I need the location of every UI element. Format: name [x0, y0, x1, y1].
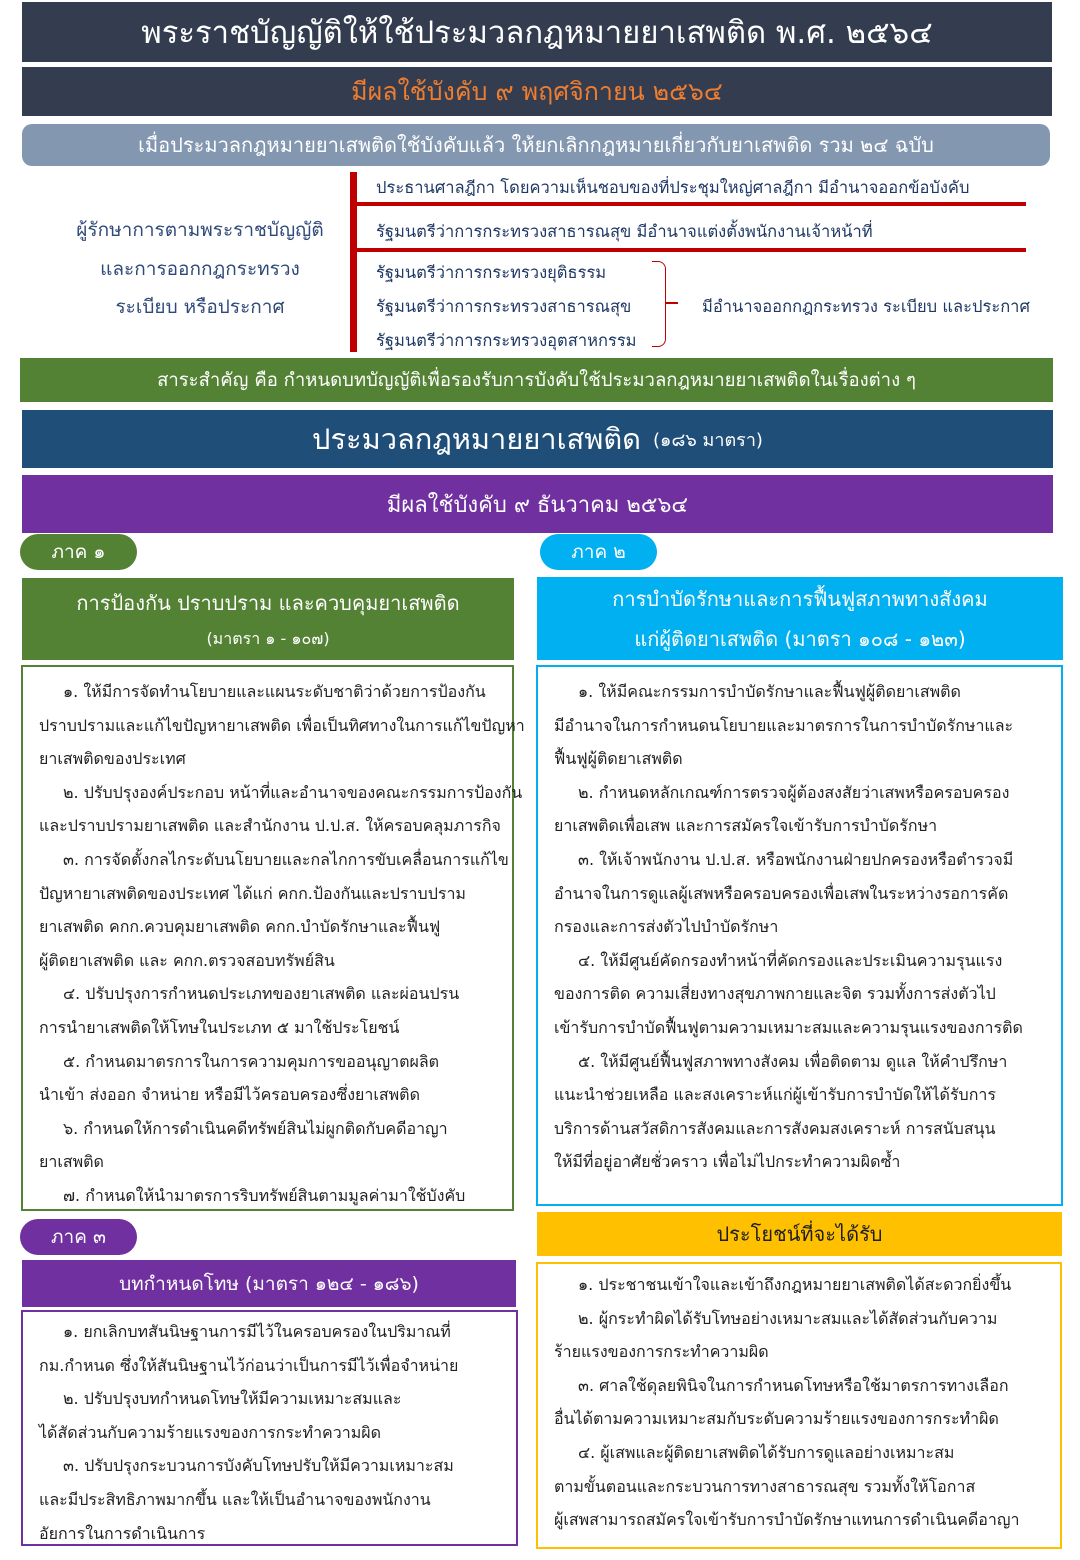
- benefits-header: ประโยชน์ที่จะได้รับ: [537, 1212, 1062, 1256]
- act-title: พระราชบัญญัติให้ใช้ประมวลกฎหมายยาเสพติด พ.ศ. ๒๕๖๔: [22, 2, 1052, 62]
- content-line: ตามขั้นตอนและกระบวนการทางสาธารณสุข รวมทั้งให้โอกาส: [554, 1476, 976, 1496]
- content-line: ยาเสพติด คกก.ควบคุมยาเสพติด คกก.บำบัดรักษาและฟื้นฟู: [39, 917, 441, 937]
- part3-header: บทกำหนดโทษ (มาตรา ๑๒๔ - ๑๘๖): [22, 1260, 516, 1307]
- benefits-content: [536, 1262, 1062, 1549]
- content-line: ๒. กำหนดหลักเกณฑ์การตรวจผู้ต้องสงสัยว่าเสพหรือครอบครอง: [578, 782, 1010, 802]
- content-line: ๓. ปรับปรุงกระบวนการบังคับโทษปรับให้มีความเหมาะสม: [63, 1456, 454, 1476]
- content-line: ปราบปรามและแก้ไขปัญหายาเสพติด เพื่อเป็นทิศทางในการแก้ไขปัญหา: [39, 715, 525, 735]
- code-effective-date: มีผลใช้บังคับ ๙ ธันวาคม ๒๕๖๔: [22, 475, 1053, 533]
- content-line: ๖. กำหนดให้การดำเนินคดีทรัพย์สินไม่ผูกติดกับคดีอาญา: [63, 1118, 448, 1138]
- part2-title: การบำบัดรักษาและการฟื้นฟูสภาพทางสังคม: [612, 586, 988, 611]
- part3-content: [21, 1310, 518, 1546]
- content-line: ผู้เสพสามารถสมัครใจเข้ารับการบำบัดรักษาแทนการดำเนินคดีอาญา: [554, 1510, 1020, 1530]
- code-sections: (๑๘๖ มาตรา): [653, 429, 763, 451]
- brace-tip: [666, 302, 678, 304]
- content-line: ร้ายแรงของการกระทำความผิด: [554, 1342, 769, 1362]
- content-line: การนำยาเสพติดให้โทษในประเภท ๕ มาใช้ประโยชน์: [39, 1017, 400, 1037]
- red-divider: [350, 248, 1026, 252]
- code-banner: [22, 410, 1053, 468]
- enforcer-public-health: รัฐมนตรีว่าการกระทรวงสาธารณสุข มีอำนาจแต่งตั้งพนักงานเจ้าหน้าที่: [376, 222, 873, 241]
- code-title: ประมวลกฎหมายยาเสพติด: [312, 422, 641, 456]
- repeal-note: เมื่อประมวลกฎหมายยาเสพติดใช้บังคับแล้ว ให้ยกเลิกกฎหมายเกี่ยวกับยาเสพติด รวม ๒๔ ฉบับ: [22, 124, 1050, 166]
- minister-justice: รัฐมนตรีว่าการกระทรวงยุติธรรม: [376, 263, 607, 282]
- content-line: ๕. กำหนดมาตรการในการความคุมการขออนุญาตผลิต: [63, 1051, 440, 1071]
- enforcer-supreme-court: ประธานศาลฎีกา โดยความเห็นชอบของที่ประชุมใหญ่ศาลฎีกา มีอำนาจออกข้อบังคับ: [376, 178, 970, 197]
- content-line: อัยการในการดำเนินการ: [39, 1523, 206, 1543]
- content-line: ผู้ติดยาเสพติด และ คกก.ตรวจสอบทรัพย์สิน: [39, 950, 335, 970]
- content-line: ได้สัดส่วนกับความร้ายแรงของการกระทำความผิด: [39, 1422, 382, 1442]
- content-line: ๑. ให้มีคณะกรรมการบำบัดรักษาและฟื้นฟูผู้ติดยาเสพติด: [578, 682, 961, 701]
- part2-header: [537, 577, 1063, 660]
- content-line: แนะนำช่วยเหลือ และสงเคราะห์แก่ผู้เข้ารับการบำบัดให้ได้รับการ: [554, 1085, 996, 1105]
- content-line: บริการด้านสวัสดิการสังคมและการสังคมสงเคราะห์ การสนับสนุน: [554, 1118, 996, 1138]
- content-line: เข้ารับการบำบัดฟื้นฟูตามความเหมาะสมและความรุนแรงของการติด: [554, 1017, 1023, 1037]
- content-line: กรองและการส่งตัวไปบำบัดรักษา: [554, 917, 779, 937]
- enforcers-label-line: ผู้รักษาการตามพระราชบัญญัติ: [76, 219, 324, 241]
- enforcers-label-line: ระเบียบ หรือประกาศ: [115, 296, 285, 318]
- part2-content: [536, 665, 1063, 1206]
- content-line: ปัญหายาเสพติดของประเทศ ได้แก่ คกก.ป้องกันและปราบปราม: [39, 883, 466, 903]
- content-line: ๑. ยกเลิกบทสันนิษฐานการมีไว้ในครอบครองในปริมาณที่: [63, 1322, 451, 1341]
- content-line: นำเข้า ส่งออก จำหน่าย หรือมีไว้ครอบครองซึ่งยาเสพติด: [39, 1085, 420, 1105]
- content-line: ๔. ปรับปรุงการกำหนดประเภทของยาเสพติด และผ่อนปรน: [63, 984, 460, 1004]
- content-line: มีอำนาจในการกำหนดนโยบายและมาตรการในการบำบัดรักษาและ: [554, 715, 1014, 735]
- content-line: ยาเสพติดเพื่อเสพ และการสมัครใจเข้ารับการบำบัดรักษา: [554, 816, 938, 836]
- part3-pill: ภาค ๓: [20, 1219, 137, 1255]
- content-line: ยาเสพติด: [39, 1152, 104, 1172]
- minister-industry: รัฐมนตรีว่าการกระทรวงอุตสาหกรรม: [376, 331, 637, 350]
- part2-pill: ภาค ๒: [540, 534, 657, 570]
- content-line: ๒. ปรับปรุงบทกำหนดโทษให้มีความเหมาะสมและ: [63, 1389, 402, 1409]
- part1-sections: (มาตรา ๑ - ๑๐๗): [206, 628, 330, 648]
- content-line: ๔. ให้มีศูนย์คัดกรองทำหน้าที่คัดกรองและประเมินความรุนแรง: [578, 950, 1003, 970]
- content-line: ๗. กำหนดให้นำมาตรการริบทรัพย์สินตามมูลค่ามาใช้บังคับ: [63, 1185, 466, 1205]
- part1-title: การป้องกัน ปราบปราม และควบคุมยาเสพติด: [76, 590, 460, 615]
- red-divider: [350, 202, 1026, 206]
- content-line: ๒. ปรับปรุงองค์ประกอบ หน้าที่และอำนาจของคณะกรรมการป้องกัน: [63, 782, 523, 802]
- content-line: ๑. ให้มีการจัดทำนโยบายและแผนระดับชาติว่าด้วยการป้องกัน: [63, 682, 486, 701]
- content-line: ๕. ให้มีศูนย์ฟื้นฟูสภาพทางสังคม เพื่อติดตาม ดูแล ให้คำปรึกษา: [578, 1051, 1008, 1071]
- content-line: ให้มีที่อยู่อาศัยชั่วคราว เพื่อไม่ไปกระทำความผิดซ้ำ: [554, 1152, 901, 1172]
- content-line: และปราบปรามยาเสพติด และสำนักงาน ป.ป.ส. ให้ครอบคลุมภารกิจ: [39, 816, 501, 836]
- brace-icon: [652, 261, 666, 347]
- part1-header: [22, 578, 514, 660]
- content-line: ๓. การจัดตั้งกลไกระดับนโยบายและกลไกการขับเคลื่อนการแก้ไข: [63, 849, 509, 869]
- content-line: ๓. ศาลใช้ดุลยพินิจในการกำหนดโทษหรือใช้มาตรการทางเลือก: [578, 1375, 1009, 1395]
- content-line: ๑. ประชาชนเข้าใจและเข้าถึงกฎหมายยาเสพติดได้สะดวกยิ่งขึ้น: [578, 1275, 1012, 1294]
- content-line: ๒. ผู้กระทำผิดได้รับโทษอย่างเหมาะสมและได้สัดส่วนกับความ: [578, 1308, 998, 1328]
- ministers-power: มีอำนาจออกกฎกระทรวง ระเบียบ และประกาศ: [702, 297, 1030, 316]
- part2-title-line2: แก่ผู้ติดยาเสพติด (มาตรา ๑๐๘ - ๑๒๓): [634, 626, 966, 651]
- part1-content: [21, 665, 525, 1211]
- act-effective-date: มีผลใช้บังคับ ๙ พฤศจิกายน ๒๕๖๔: [22, 67, 1052, 116]
- part1-pill: ภาค ๑: [20, 534, 137, 570]
- red-divider-vertical: [350, 172, 357, 352]
- content-line: อำนาจในการดูแลผู้เสพหรือครอบครองเพื่อเสพในระหว่างรอการคัด: [554, 883, 1009, 903]
- content-line: กม.กำหนด ซึ่งให้สันนิษฐานไว้ก่อนว่าเป็นการมีไว้เพื่อจำหน่าย: [39, 1355, 459, 1375]
- content-line: ฟื้นฟูผู้ติดยาเสพติด: [554, 749, 683, 769]
- content-line: ของการติด ความเสี่ยงทางสุขภาพกายและจิต รวมทั้งการส่งตัวไป: [554, 984, 996, 1004]
- enforcers-label-line: และการออกกฎกระทรวง: [100, 258, 300, 280]
- content-line: อื่นได้ตามความเหมาะสมกับระดับความร้ายแรงของการกระทำผิด: [554, 1409, 999, 1429]
- minister-public-health: รัฐมนตรีว่าการกระทรวงสาธารณสุข: [376, 297, 632, 316]
- content-line: และมีประสิทธิภาพมากขึ้น และให้เป็นอำนาจของพนักงาน: [39, 1489, 431, 1509]
- essence-banner: สาระสำคัญ คือ กำหนดบทบัญญัติเพื่อรองรับการบังคับใช้ประมวลกฎหมายยาเสพติดในเรื่องต่าง ๆ: [20, 358, 1053, 402]
- content-line: ๔. ผู้เสพและผู้ติดยาเสพติดได้รับการดูแลอย่างเหมาะสม: [578, 1442, 955, 1462]
- content-line: ๓. ให้เจ้าพนักงาน ป.ป.ส. หรือพนักงานฝ่ายปกครองหรือตำรวจมี: [578, 849, 1014, 869]
- content-line: ยาเสพติดของประเทศ: [39, 749, 186, 769]
